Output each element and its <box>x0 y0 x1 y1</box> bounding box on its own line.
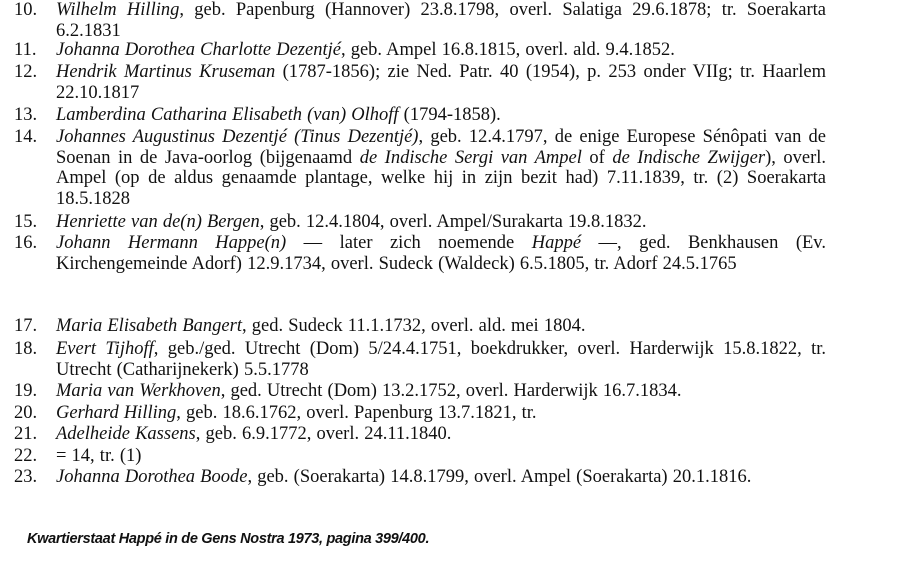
entry-text <box>56 105 826 126</box>
person-name: Lamberdina Catharina Elisabeth (van) Olhoff <box>56 105 399 125</box>
entry-detail: (1787-1856); zie Ned. Patr. 40 (1954), p. 253 onder VIIg; tr. Haarlem 22.10.1817 <box>56 62 826 103</box>
person-name: Hendrik Martinus Kruseman <box>56 62 276 82</box>
entry-text <box>56 316 826 337</box>
entry-number: 10. <box>14 0 38 20</box>
person-name: Henriette van de(n) Bergen <box>56 212 260 232</box>
person-name: Johann Hermann Happe(n) <box>56 233 287 253</box>
entry-number: 15. <box>14 212 38 232</box>
entry-number: 11. <box>14 40 37 60</box>
entry-detail: = 14, tr. (1) <box>56 446 142 466</box>
entry-detail: — later zich noemende <box>286 233 532 253</box>
person-name: Happé <box>531 233 582 253</box>
entry-number: 22. <box>14 446 38 466</box>
person-name: Johanna Dorothea Boode <box>56 467 248 487</box>
entry-number: 14. <box>14 127 38 147</box>
entry-detail: of <box>581 147 613 168</box>
entry-detail: —, ged. Benkhausen (Ev. Kirchengemeinde Adorf) 12.9.1734, overl. Sudeck (Waldeck) 6.5.1805, tr. Adorf 24.5.1765 <box>56 233 826 274</box>
entry-detail: , geb. 12.4.1797, de enige Europese Sénôpati van de Soenan in de Java-oorlog (bijgenaamd <box>56 127 826 168</box>
entry-detail: (1794-1858). <box>398 105 501 125</box>
entry-detail: , geb. Papenburg (Hannover) 23.8.1798, overl. Salatiga 29.6.1878; tr. Soerakarta 6.2.1831 <box>56 0 826 41</box>
entry-detail: , geb. 12.4.1804, overl. Ampel/Surakarta 19.8.1832. <box>259 212 647 232</box>
entry-text <box>56 40 826 61</box>
person-name: Maria Elisabeth Bangert <box>56 316 242 336</box>
entry-number: 12. <box>14 62 38 82</box>
entry-text <box>56 0 826 41</box>
entry-text <box>56 403 826 424</box>
entry-text <box>56 381 826 402</box>
entry-detail: , geb. Ampel 16.8.1815, overl. ald. 9.4.1852. <box>340 40 675 60</box>
person-name: Evert Tijhoff <box>56 339 154 359</box>
entry-detail: , geb. 18.6.1762, overl. Papenburg 13.7.1821, tr. <box>176 403 537 423</box>
entry-text <box>56 233 826 274</box>
entry-number: 13. <box>14 105 38 125</box>
person-name: Adelheide Kassens <box>56 424 196 444</box>
entry-text <box>56 212 826 233</box>
entry-text <box>56 467 826 488</box>
entry-number: 20. <box>14 403 38 423</box>
entry-detail: , ged. Utrecht (Dom) 13.2.1752, overl. Harderwijk 16.7.1834. <box>220 381 682 401</box>
figure-caption: Kwartierstaat Happé in de Gens Nostra 1973, pagina 399/400. <box>27 531 430 547</box>
person-name: Johanna Dorothea Charlotte Dezentjé <box>56 40 341 60</box>
entry-number: 18. <box>14 339 38 359</box>
person-name: Wilhelm Hilling <box>56 0 180 20</box>
entry-text <box>56 62 826 103</box>
person-name: Maria van Werkhoven <box>56 381 221 401</box>
entry-text <box>56 339 826 380</box>
entry-number: 17. <box>14 316 38 336</box>
entry-number: 16. <box>14 233 38 253</box>
entry-detail: , geb./ged. Utrecht (Dom) 5/24.4.1751, boekdrukker, overl. Harderwijk 15.8.1822, tr. Utrecht (Catharijnekerk) 5.5.1778 <box>56 339 826 380</box>
person-name: Gerhard Hilling <box>56 403 177 423</box>
entry-detail: , ged. Sudeck 11.1.1732, overl. ald. mei 1804. <box>241 316 586 336</box>
person-name: Johannes Augustinus Dezentjé (Tinus Dezentjé) <box>56 127 419 147</box>
entry-detail: , geb. 6.9.1772, overl. 24.11.1840. <box>195 424 452 444</box>
entry-text <box>56 424 826 445</box>
entry-number: 23. <box>14 467 38 487</box>
entry-number: 21. <box>14 424 38 444</box>
entry-detail: , geb. (Soerakarta) 14.8.1799, overl. Ampel (Soerakarta) 20.1.1816. <box>247 467 752 487</box>
person-name: de Indische Zwijger <box>612 147 766 168</box>
entry-text <box>56 127 826 209</box>
person-name: de Indische Sergi van Ampel <box>359 147 582 168</box>
entry-text <box>56 446 826 467</box>
entry-detail: ), overl. Ampel (op de aldus genaamde plantage, welke hij in zijn bezit had) 7.11.1839, tr. (2) Soerakarta 18.5.1828 <box>56 147 826 209</box>
entry-number: 19. <box>14 381 38 401</box>
